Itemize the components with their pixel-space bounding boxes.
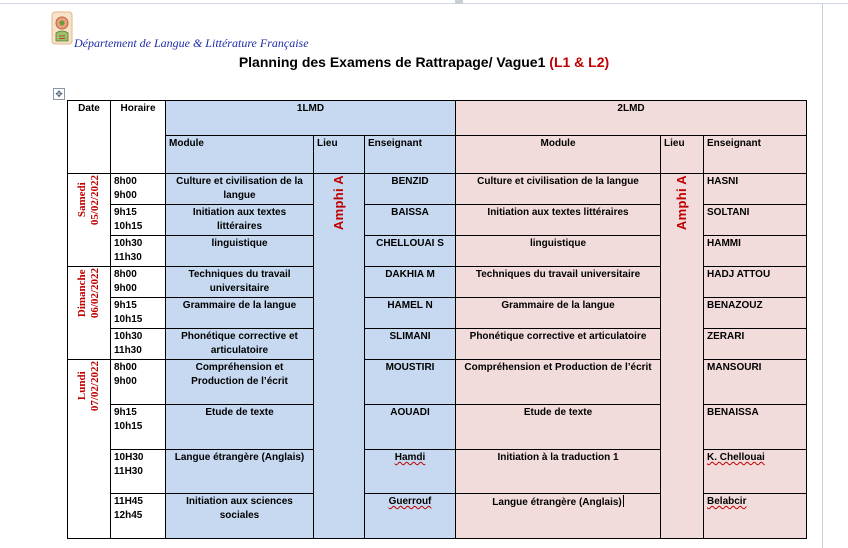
ruler-marker <box>455 0 463 4</box>
teacher-cell-1: DAKHIA M <box>365 267 456 298</box>
lieu-cell-2: Amphi A <box>661 174 704 539</box>
teacher-cell-2: Belabcir <box>704 494 807 539</box>
module-cell-2: Techniques du travail universitaire <box>456 267 661 298</box>
module-cell-1: Grammaire de la langue <box>166 298 314 329</box>
teacher-cell-1: CHELLOUAI S <box>365 236 456 267</box>
day-date: 07/02/2022 <box>89 361 101 412</box>
ruler-line <box>0 3 848 4</box>
teacher-cell-2: BENAISSA <box>704 405 807 450</box>
day-date: 05/02/2022 <box>89 175 101 226</box>
col-header-date: Date <box>68 101 111 174</box>
text-cursor <box>623 495 624 507</box>
module-cell-2: Phonétique corrective et articulatoire <box>456 329 661 360</box>
table-move-handle-icon[interactable]: ✥ <box>53 88 65 100</box>
time-cell: 8h00 9h00 <box>111 174 166 205</box>
day-name: Dimanche <box>76 269 88 317</box>
title-accent: (L1 & L2) <box>549 54 610 70</box>
teacher-cell-1: Guerrouf <box>365 494 456 539</box>
teacher-cell-2: HASNI <box>704 174 807 205</box>
module-cell-1: Initiation aux sciences sociales <box>166 494 314 539</box>
module-cell-1: Initiation aux textes littéraires <box>166 205 314 236</box>
col-header-lieu-1: Lieu <box>314 136 365 174</box>
table-row <box>68 174 807 205</box>
col-header-lieu-2: Lieu <box>661 136 704 174</box>
teacher-cell-1: Hamdi <box>365 450 456 494</box>
teacher-cell-2: K. Chellouai <box>704 450 807 494</box>
group-header-row <box>68 101 807 136</box>
department-logo-icon <box>51 11 73 45</box>
teacher-cell-2: HADJ ATTOU <box>704 267 807 298</box>
day-cell-lundi <box>68 360 111 539</box>
time-cell: 9h15 10h15 <box>111 205 166 236</box>
module-cell-2: Culture et civilisation de la langue <box>456 174 661 205</box>
group-header-1lmd: 1LMD <box>166 101 456 136</box>
teacher-cell-1: BAISSA <box>365 205 456 236</box>
module-cell-2: Compréhension et Production de l’écrit <box>456 360 661 405</box>
department-name: Département de Langue & Littérature Française <box>74 36 309 50</box>
exam-schedule-table <box>67 100 807 539</box>
teacher-cell-1: BENZID <box>365 174 456 205</box>
time-cell: 11H45 12h45 <box>111 494 166 539</box>
teacher-cell-1: MOUSTIRI <box>365 360 456 405</box>
time-cell: 10h30 11h30 <box>111 236 166 267</box>
time-cell: 9h15 10h15 <box>111 298 166 329</box>
col-header-enseignant-2: Enseignant <box>704 136 807 174</box>
day-name: Lundi <box>76 371 88 401</box>
teacher-cell-1: AOUADI <box>365 405 456 450</box>
teacher-cell-2: BENAZOUZ <box>704 298 807 329</box>
module-cell-2: Initiation à la traduction 1 <box>456 450 661 494</box>
teacher-cell-1: HAMEL N <box>365 298 456 329</box>
time-cell: 10h30 11h30 <box>111 329 166 360</box>
teacher-cell-2: ZERARI <box>704 329 807 360</box>
teacher-cell-2: MANSOURI <box>704 360 807 405</box>
module-cell-1: linguistique <box>166 236 314 267</box>
lieu-cell-1: Amphi A <box>314 174 365 539</box>
time-cell: 8h00 9h00 <box>111 360 166 405</box>
module-cell-2: Grammaire de la langue <box>456 298 661 329</box>
col-header-enseignant-1: Enseignant <box>365 136 456 174</box>
col-header-horaire: Horaire <box>111 101 166 174</box>
module-cell-1: Etude de texte <box>166 405 314 450</box>
day-cell-dimanche <box>68 267 111 360</box>
col-header-module-2: Module <box>456 136 661 174</box>
col-header-module-1: Module <box>166 136 314 174</box>
time-cell: 10H30 11H30 <box>111 450 166 494</box>
module-cell-2: linguistique <box>456 236 661 267</box>
day-cell-samedi <box>68 174 111 267</box>
teacher-cell-2: HAMMI <box>704 236 807 267</box>
module-cell-1: Techniques du travail universitaire <box>166 267 314 298</box>
module-cell-1: Culture et civilisation de la langue <box>166 174 314 205</box>
module-cell-2: Initiation aux textes littéraires <box>456 205 661 236</box>
teacher-cell-2: SOLTANI <box>704 205 807 236</box>
module-cell-1: Compréhension et Production de l’écrit <box>166 360 314 405</box>
module-cell-2: Etude de texte <box>456 405 661 450</box>
module-cell-1: Langue étrangère (Anglais) <box>166 450 314 494</box>
module-cell-2[interactable]: Langue étrangère (Anglais) <box>456 494 661 539</box>
group-header-2lmd: 2LMD <box>456 101 807 136</box>
title-main: Planning des Examens de Rattrapage/ Vague1 <box>238 54 546 70</box>
teacher-cell-1: SLIMANI <box>365 329 456 360</box>
page-title <box>0 54 848 70</box>
module-cell-1: Phonétique corrective et articulatoire <box>166 329 314 360</box>
time-cell: 9h15 10h15 <box>111 405 166 450</box>
time-cell: 8h00 9h00 <box>111 267 166 298</box>
day-date: 06/02/2022 <box>89 268 101 319</box>
page-margin-line <box>822 4 823 548</box>
day-name: Samedi <box>76 182 88 218</box>
column-header-row <box>68 136 807 174</box>
